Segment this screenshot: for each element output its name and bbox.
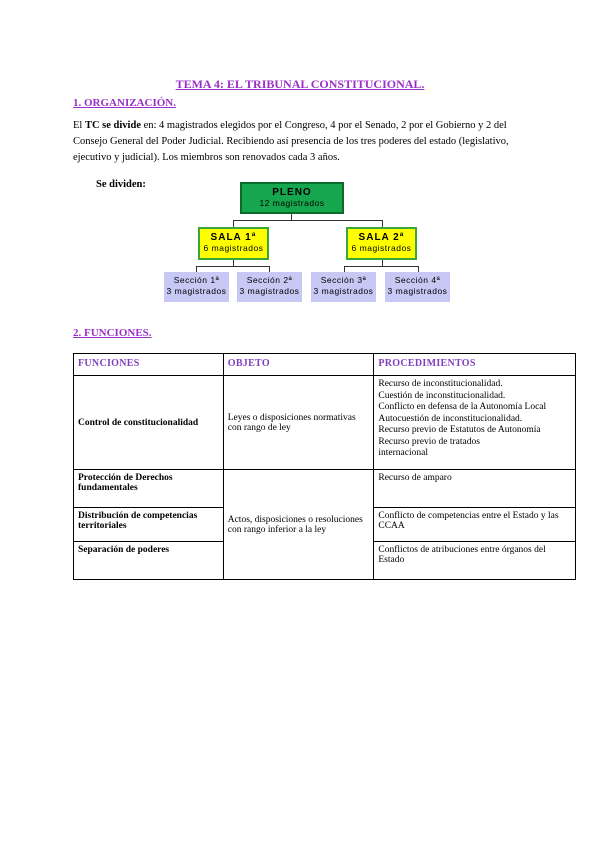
org-sub: 6 magistrados [203,243,264,253]
org-box-seccion-3 [311,272,376,302]
se-dividen-label: Se dividen: [96,179,146,190]
proc-item: Recurso previo de tratados [378,436,480,447]
cell-funcion: Protección de Derechos fundamentales [74,470,224,508]
table-row [74,376,576,470]
org-label: PLENO [272,187,312,198]
proc-item: internacional [378,448,428,458]
connector-line [196,266,270,267]
proc-item: Conflicto en defensa de la Autonomía Local [378,402,547,412]
proc-item: Cuestión de inconstitucionalidad. [378,390,506,401]
org-box-sala-1 [198,227,269,260]
org-label: Sección 1ª [173,275,220,285]
org-box-sala-2 [346,227,417,260]
org-label: Sección 4ª [394,275,441,285]
cell-procedimientos: Recurso de amparo [374,470,576,508]
connector-line [233,220,383,221]
org-box-seccion-4 [385,272,450,302]
org-sub: 3 magistrados [313,286,374,296]
cell-procedimientos: Conflicto de competencias entre el Estado y las CCAA [374,508,576,542]
org-box-pleno [240,182,344,214]
proc-item: Recurso previo de Estatutos de Autonomía [378,425,541,435]
cell-funcion: Separación de poderes [74,542,224,580]
section-heading-funciones: 2. FUNCIONES. [73,327,152,339]
org-sub: 3 magistrados [239,286,300,296]
org-label: Sección 3ª [320,275,367,285]
section-heading-organizacion: 1. ORGANIZACIÓN. [73,97,176,109]
connector-line [344,266,419,267]
org-box-seccion-1 [164,272,229,302]
header-procedimientos: PROCEDIMIENTOS [374,354,576,376]
para-text: en: 4 magistrados elegidos por el Congreso, 4 por el Senado, 2 por el Gobierno y 2 del Consejo General del Poder Judicial. Recibiendo así presencia de los tres poderes del estado (legislativo, ejecutivo y judicial). Los miembros son renovados cada 3 años. [73,120,509,163]
org-sub: 6 magistrados [351,243,412,253]
cell-procedimientos [374,376,576,470]
connector-line [233,220,234,227]
cell-objeto-shared: Actos, disposiciones o resoluciones con rango inferior a la ley [223,470,374,580]
funciones-table [73,353,576,580]
org-label: SALA 2ª [358,232,405,243]
cell-funcion: Distribución de competencias territoriales [74,508,224,542]
page-title: TEMA 4: EL TRIBUNAL CONSTITUCIONAL. [175,77,425,91]
table-header-row [74,354,576,376]
org-label: SALA 1ª [210,232,257,243]
header-objeto: OBJETO [223,354,374,376]
cell-procedimientos: Conflictos de atribuciones entre órganos del Estado [374,542,576,580]
proc-item: Autocuestión de inconstitucionalidad. [378,413,523,424]
connector-line [382,220,383,227]
intro-paragraph [73,118,523,166]
para-bold: TC se divide [84,120,141,131]
proc-item: Recurso de inconstitucionalidad. [378,379,503,389]
org-sub: 3 magistrados [387,286,448,296]
org-sub: 12 magistrados [259,198,325,208]
header-funciones: FUNCIONES [74,354,224,376]
org-sub: 3 magistrados [166,286,227,296]
cell-objeto: Leyes o disposiciones normativas con rango de ley [223,376,374,470]
para-prefix: El [73,120,85,131]
org-box-seccion-2 [237,272,302,302]
cell-funcion: Control de constitucionalidad [74,376,224,470]
table-row [74,470,576,508]
org-label: Sección 2ª [246,275,293,285]
